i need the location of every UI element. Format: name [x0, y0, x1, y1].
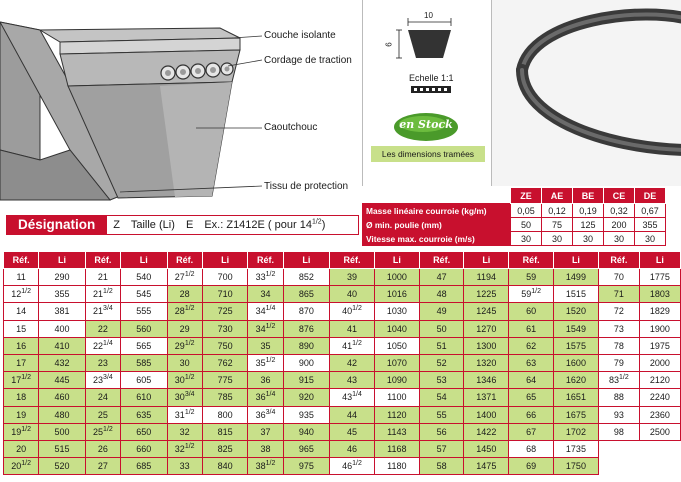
- ref-cell: 39: [330, 269, 375, 286]
- ref-cell: $40^{1/2}$: [330, 303, 375, 320]
- ref-cell: 22: [85, 320, 120, 337]
- spec-value: 30: [635, 232, 666, 246]
- li-cell: 1575: [554, 337, 599, 354]
- label-couche-isolante: Couche isolante: [264, 30, 336, 41]
- li-cell: 545: [121, 286, 167, 303]
- li-cell: 565: [121, 337, 167, 354]
- label-caoutchouc: Caoutchouc: [264, 122, 318, 133]
- ref-header: Réf.: [509, 252, 554, 269]
- ref-cell: $19^{1/2}$: [4, 423, 39, 440]
- ref-cell: 54: [419, 389, 464, 406]
- ref-cell: $32^{1/2}$: [167, 440, 202, 457]
- li-cell: 290: [39, 269, 85, 286]
- li-cell: 710: [202, 286, 248, 303]
- label-cordage-traction: Cordage de traction: [264, 55, 352, 66]
- ref-cell: $21^{3/4}$: [85, 303, 120, 320]
- ref-cell: $46^{1/2}$: [330, 458, 375, 475]
- spec-row: [363, 204, 666, 218]
- ref-cell: 56: [419, 423, 464, 440]
- li-cell: 825: [202, 440, 248, 457]
- li-header: Li: [283, 252, 329, 269]
- empty-cell: [639, 458, 680, 475]
- li-cell: 1422: [464, 423, 509, 440]
- li-cell: 975: [283, 458, 329, 475]
- table-row: [4, 354, 681, 371]
- ref-cell: 16: [4, 337, 39, 354]
- ref-cell: 78: [598, 337, 639, 354]
- spec-col-ce: CE: [604, 188, 635, 204]
- ref-cell: 21: [85, 269, 120, 286]
- ref-cell: 48: [419, 286, 464, 303]
- li-cell: 660: [121, 440, 167, 457]
- li-cell: 355: [39, 286, 85, 303]
- li-cell: 2500: [639, 423, 680, 440]
- ref-cell: 67: [509, 423, 554, 440]
- spec-value: 50: [511, 218, 542, 232]
- ref-cell: 23: [85, 354, 120, 371]
- li-cell: 1030: [374, 303, 419, 320]
- li-cell: 865: [283, 286, 329, 303]
- ref-cell: 53: [419, 372, 464, 389]
- stock-badge-text: en Stock: [399, 118, 453, 131]
- li-cell: 920: [283, 389, 329, 406]
- li-cell: 876: [283, 320, 329, 337]
- li-cell: 2120: [639, 372, 680, 389]
- ref-cell: 69: [509, 458, 554, 475]
- li-cell: 1549: [554, 320, 599, 337]
- ref-cell: $31^{1/2}$: [167, 406, 202, 423]
- li-cell: 852: [283, 269, 329, 286]
- ref-cell: 55: [419, 406, 464, 423]
- li-header: Li: [374, 252, 419, 269]
- empty-cell: [598, 458, 639, 475]
- ref-cell: 61: [509, 320, 554, 337]
- v-belt-image: [492, 0, 681, 186]
- table-row: [4, 440, 681, 457]
- li-cell: 520: [39, 458, 85, 475]
- ref-cell: 70: [598, 269, 639, 286]
- ref-cell: 98: [598, 423, 639, 440]
- li-cell: 1829: [639, 303, 680, 320]
- li-cell: 1180: [374, 458, 419, 475]
- li-cell: 1100: [374, 389, 419, 406]
- li-cell: 1803: [639, 286, 680, 303]
- ref-cell: $29^{1/2}$: [167, 337, 202, 354]
- ref-header: Réf.: [167, 252, 202, 269]
- li-cell: 870: [283, 303, 329, 320]
- ref-cell: 43: [330, 372, 375, 389]
- ref-cell: $34^{1/2}$: [248, 320, 283, 337]
- table-row: [4, 458, 681, 475]
- li-cell: 1300: [464, 337, 509, 354]
- ref-cell: 38: [248, 440, 283, 457]
- profile-dimensions-panel: [362, 0, 492, 186]
- ref-cell: $17^{1/2}$: [4, 372, 39, 389]
- ref-cell: 71: [598, 286, 639, 303]
- ref-cell: 20: [4, 440, 39, 457]
- ref-cell: 60: [509, 303, 554, 320]
- li-cell: 515: [39, 440, 85, 457]
- li-cell: 900: [283, 354, 329, 371]
- ref-cell: $23^{3/4}$: [85, 372, 120, 389]
- li-header: Li: [121, 252, 167, 269]
- spec-value: 200: [604, 218, 635, 232]
- ref-cell: $41^{1/2}$: [330, 337, 375, 354]
- li-header: Li: [464, 252, 509, 269]
- li-cell: 1400: [464, 406, 509, 423]
- li-cell: 840: [202, 458, 248, 475]
- stock-note: Les dimensions tramées: [371, 146, 485, 162]
- li-cell: 1040: [374, 320, 419, 337]
- spec-value: 30: [573, 232, 604, 246]
- li-header: Li: [554, 252, 599, 269]
- empty-cell: [639, 440, 680, 457]
- ref-cell: 59: [509, 269, 554, 286]
- ref-cell: $36^{1/4}$: [248, 389, 283, 406]
- ref-cell: 93: [598, 406, 639, 423]
- ref-cell: 65: [509, 389, 554, 406]
- ref-header: Réf.: [330, 252, 375, 269]
- spec-value: 30: [604, 232, 635, 246]
- li-cell: 1371: [464, 389, 509, 406]
- li-cell: 1194: [464, 269, 509, 286]
- ref-cell: $43^{1/4}$: [330, 389, 375, 406]
- spec-col-de: DE: [635, 188, 666, 204]
- li-header: Li: [639, 252, 680, 269]
- li-cell: 400: [39, 320, 85, 337]
- ref-cell: 51: [419, 337, 464, 354]
- ref-cell: 45: [330, 423, 375, 440]
- ref-cell: $30^{1/2}$: [167, 372, 202, 389]
- ref-cell: $30^{3/4}$: [167, 389, 202, 406]
- ref-cell: 34: [248, 286, 283, 303]
- ref-cell: 25: [85, 406, 120, 423]
- li-cell: 1651: [554, 389, 599, 406]
- li-cell: 1346: [464, 372, 509, 389]
- li-cell: 610: [121, 389, 167, 406]
- profile-width-value: 10: [424, 11, 433, 20]
- ref-cell: $59^{1/2}$: [509, 286, 554, 303]
- li-cell: 1450: [464, 440, 509, 457]
- spec-value: 0,32: [604, 204, 635, 218]
- spec-row-label: Masse linéaire courroie (kg/m): [363, 204, 511, 218]
- spec-row-label: Ø min. poulie (mm): [363, 218, 511, 232]
- ref-cell: 28: [167, 286, 202, 303]
- ref-cell: $21^{1/2}$: [85, 286, 120, 303]
- li-cell: 540: [121, 269, 167, 286]
- li-cell: 650: [121, 423, 167, 440]
- ref-cell: 52: [419, 354, 464, 371]
- ref-cell: 35: [248, 337, 283, 354]
- spec-value: 125: [573, 218, 604, 232]
- li-cell: 1070: [374, 354, 419, 371]
- ref-cell: 50: [419, 320, 464, 337]
- ref-cell: 58: [419, 458, 464, 475]
- li-cell: 585: [121, 354, 167, 371]
- li-cell: 1515: [554, 286, 599, 303]
- li-cell: 730: [202, 320, 248, 337]
- ref-cell: 68: [509, 440, 554, 457]
- li-cell: 1900: [639, 320, 680, 337]
- ref-cell: 15: [4, 320, 39, 337]
- li-cell: 1735: [554, 440, 599, 457]
- designation-e: E: [185, 219, 194, 231]
- table-row: [4, 406, 681, 423]
- li-cell: 1520: [554, 303, 599, 320]
- designation-example: Ex.: Z1412E ( pour $14^{1/2}$): [204, 218, 326, 231]
- designation-title: Désignation: [6, 215, 107, 235]
- li-cell: 1090: [374, 372, 419, 389]
- li-cell: 1475: [464, 458, 509, 475]
- ref-cell: 11: [4, 269, 39, 286]
- ref-cell: 18: [4, 389, 39, 406]
- ref-cell: $34^{1/4}$: [248, 303, 283, 320]
- ref-cell: 63: [509, 354, 554, 371]
- spec-value: 30: [511, 232, 542, 246]
- ref-cell: 17: [4, 354, 39, 371]
- li-cell: 460: [39, 389, 85, 406]
- ref-cell: 46: [330, 440, 375, 457]
- li-cell: 445: [39, 372, 85, 389]
- li-cell: 605: [121, 372, 167, 389]
- li-header: Li: [202, 252, 248, 269]
- li-cell: 915: [283, 372, 329, 389]
- spec-value: 75: [542, 218, 573, 232]
- li-cell: 940: [283, 423, 329, 440]
- ref-header: Réf.: [598, 252, 639, 269]
- ref-cell: 32: [167, 423, 202, 440]
- ref-cell: $36^{3/4}$: [248, 406, 283, 423]
- li-cell: 635: [121, 406, 167, 423]
- li-cell: 785: [202, 389, 248, 406]
- spec-value: 355: [635, 218, 666, 232]
- spec-corner: [363, 188, 511, 204]
- li-cell: 775: [202, 372, 248, 389]
- li-cell: 1702: [554, 423, 599, 440]
- li-cell: 1775: [639, 269, 680, 286]
- ref-header: Réf.: [85, 252, 120, 269]
- table-row: [4, 320, 681, 337]
- li-cell: 2000: [639, 354, 680, 371]
- spec-row: [363, 232, 666, 246]
- li-cell: 890: [283, 337, 329, 354]
- designation-z: Z: [113, 219, 120, 231]
- empty-cell: [598, 440, 639, 457]
- ref-cell: 29: [167, 320, 202, 337]
- designation-code: [107, 215, 359, 235]
- li-cell: 2240: [639, 389, 680, 406]
- ref-header: Réf.: [4, 252, 39, 269]
- li-cell: 800: [202, 406, 248, 423]
- ref-cell: 57: [419, 440, 464, 457]
- li-cell: 1975: [639, 337, 680, 354]
- li-cell: 560: [121, 320, 167, 337]
- table-row: [4, 303, 681, 320]
- ref-cell: 73: [598, 320, 639, 337]
- ref-cell: 24: [85, 389, 120, 406]
- li-cell: 935: [283, 406, 329, 423]
- li-cell: 1675: [554, 406, 599, 423]
- ref-cell: $35^{1/2}$: [248, 354, 283, 371]
- li-cell: 480: [39, 406, 85, 423]
- table-row: [4, 337, 681, 354]
- spec-col-ae: AE: [542, 188, 573, 204]
- ref-cell: 41: [330, 320, 375, 337]
- spec-value: 30: [542, 232, 573, 246]
- li-cell: 1016: [374, 286, 419, 303]
- li-cell: 1225: [464, 286, 509, 303]
- profile-spec-table: [362, 187, 666, 246]
- ref-cell: 19: [4, 406, 39, 423]
- spec-value: 0,12: [542, 204, 573, 218]
- table-row: [4, 372, 681, 389]
- ref-cell: $12^{1/2}$: [4, 286, 39, 303]
- table-row: [4, 423, 681, 440]
- li-cell: 1320: [464, 354, 509, 371]
- li-cell: 381: [39, 303, 85, 320]
- ref-cell: 44: [330, 406, 375, 423]
- designation-bar: [6, 215, 359, 235]
- spec-value: 0,19: [573, 204, 604, 218]
- ref-cell: $25^{1/2}$: [85, 423, 120, 440]
- belt-photo: [492, 0, 681, 186]
- ref-cell: 66: [509, 406, 554, 423]
- scale-label: Echelle 1:1: [409, 73, 454, 83]
- li-cell: 1750: [554, 458, 599, 475]
- ref-header: Réf.: [248, 252, 283, 269]
- table-row: [4, 286, 681, 303]
- ref-cell: 26: [85, 440, 120, 457]
- li-cell: 555: [121, 303, 167, 320]
- li-cell: 500: [39, 423, 85, 440]
- li-cell: 1600: [554, 354, 599, 371]
- spec-col-be: BE: [573, 188, 604, 204]
- ref-cell: 64: [509, 372, 554, 389]
- ref-cell: 79: [598, 354, 639, 371]
- ref-cell: 30: [167, 354, 202, 371]
- ref-cell: 27: [85, 458, 120, 475]
- spec-col-ze: ZE: [511, 188, 542, 204]
- designation-taille: Taille (Li): [130, 219, 175, 231]
- li-cell: 725: [202, 303, 248, 320]
- li-cell: 1000: [374, 269, 419, 286]
- li-cell: 1120: [374, 406, 419, 423]
- spec-value: 0,05: [511, 204, 542, 218]
- ref-cell: $33^{1/2}$: [248, 269, 283, 286]
- ref-cell: $28^{1/2}$: [167, 303, 202, 320]
- li-cell: 700: [202, 269, 248, 286]
- li-cell: 410: [39, 337, 85, 354]
- ref-cell: $38^{1/2}$: [248, 458, 283, 475]
- ref-cell: 33: [167, 458, 202, 475]
- ref-cell: 37: [248, 423, 283, 440]
- ref-cell: $27^{1/2}$: [167, 269, 202, 286]
- li-header: Li: [39, 252, 85, 269]
- spec-row: [363, 218, 666, 232]
- li-cell: 750: [202, 337, 248, 354]
- ref-cell: 62: [509, 337, 554, 354]
- li-cell: 965: [283, 440, 329, 457]
- spec-value: 0,67: [635, 204, 666, 218]
- li-cell: 1143: [374, 423, 419, 440]
- ref-cell: 47: [419, 269, 464, 286]
- li-cell: 1499: [554, 269, 599, 286]
- belt-cross-section-diagram: [0, 0, 362, 212]
- ref-header: Réf.: [419, 252, 464, 269]
- ref-cell: 36: [248, 372, 283, 389]
- li-cell: 815: [202, 423, 248, 440]
- label-tissu-protection: Tissu de protection: [264, 181, 349, 192]
- ref-cell: 72: [598, 303, 639, 320]
- li-cell: 685: [121, 458, 167, 475]
- profile-height-value: 6: [384, 42, 394, 47]
- li-cell: 432: [39, 354, 85, 371]
- ref-cell: $22^{1/4}$: [85, 337, 120, 354]
- ref-cell: 14: [4, 303, 39, 320]
- reference-length-table: [3, 251, 681, 475]
- li-cell: 1620: [554, 372, 599, 389]
- li-cell: 1050: [374, 337, 419, 354]
- table-row: [4, 269, 681, 286]
- ref-cell: 49: [419, 303, 464, 320]
- li-cell: 1270: [464, 320, 509, 337]
- ref-cell: 88: [598, 389, 639, 406]
- li-cell: 2360: [639, 406, 680, 423]
- li-cell: 1168: [374, 440, 419, 457]
- li-cell: 1245: [464, 303, 509, 320]
- spec-row-label: Vitesse max. courroie (m/s): [363, 232, 511, 246]
- li-cell: 762: [202, 354, 248, 371]
- ref-cell: 40: [330, 286, 375, 303]
- ref-cell: $20^{1/2}$: [4, 458, 39, 475]
- ref-cell: 42: [330, 354, 375, 371]
- table-row: [4, 389, 681, 406]
- ref-cell: $83^{1/2}$: [598, 372, 639, 389]
